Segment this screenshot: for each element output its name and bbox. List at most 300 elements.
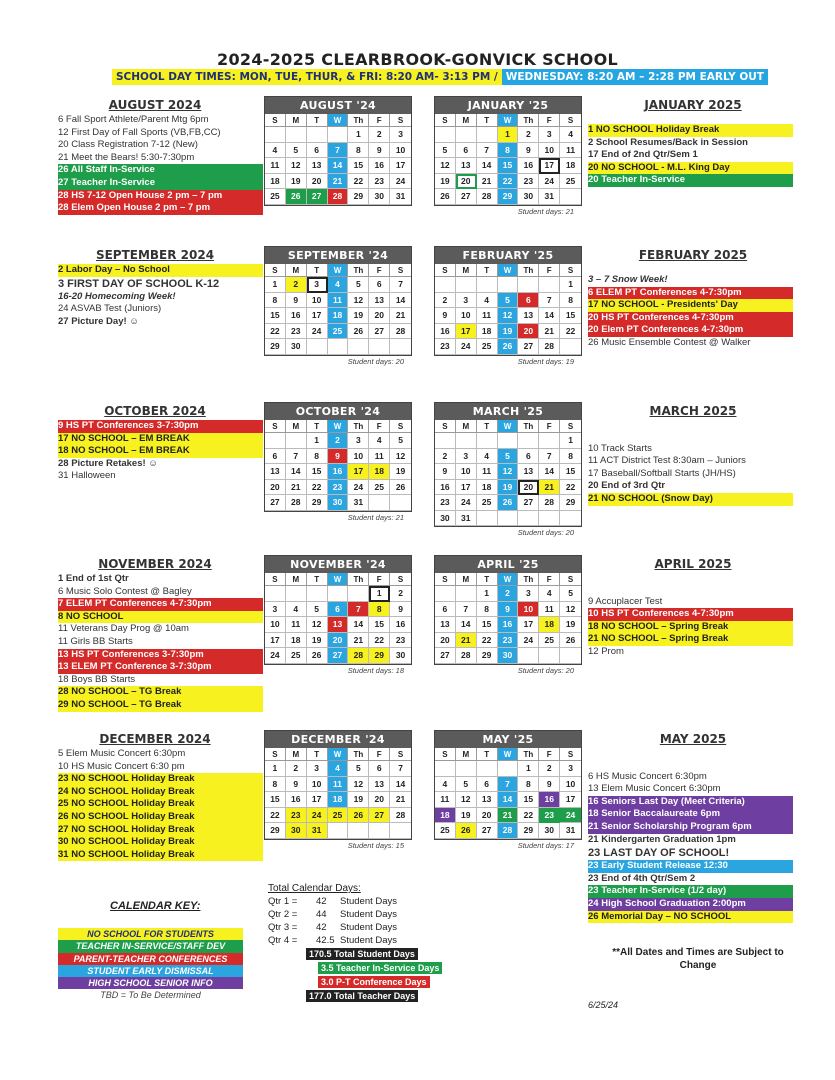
weekday-header: S bbox=[560, 420, 581, 433]
event-item: 20 Elem PT Conferences 4-7:30pm bbox=[588, 324, 793, 337]
calendar-day: 24 bbox=[390, 174, 411, 190]
calendar-day: 17 bbox=[456, 480, 477, 496]
weekday-header: S bbox=[265, 114, 286, 127]
calendar-day: 18 bbox=[539, 617, 560, 633]
totals-row bbox=[268, 934, 397, 947]
calendar-day bbox=[265, 433, 286, 449]
school-day-times bbox=[112, 69, 764, 85]
weekday-header: W bbox=[328, 573, 349, 586]
calendar-day: 23 bbox=[435, 339, 456, 355]
calendar-day bbox=[286, 127, 307, 143]
calendar-day: 13 bbox=[369, 293, 390, 309]
calendar-day: 30 bbox=[286, 339, 307, 355]
event-item: 26 All Staff In-Service bbox=[58, 164, 263, 177]
calendar-day: 15 bbox=[477, 617, 498, 633]
calendar-day: 5 bbox=[307, 602, 328, 618]
calendar-day: 11 bbox=[560, 143, 581, 159]
month-heading-apr: APRIL 2025 bbox=[654, 557, 732, 571]
event-item: 20 Teacher In-Service bbox=[588, 174, 793, 187]
calendar-day: 21 bbox=[348, 633, 369, 649]
calendar-day bbox=[456, 586, 477, 602]
weekday-header: S bbox=[435, 573, 456, 586]
event-item: 28 HS 7-12 Open House 2 pm – 7 pm bbox=[58, 190, 263, 203]
weekday-header: M bbox=[286, 264, 307, 277]
weekday-header: S bbox=[390, 748, 411, 761]
student-days-count: Student days: 20 bbox=[517, 665, 574, 675]
calendar-day: 7 bbox=[328, 143, 349, 159]
school-day-times-regular: SCHOOL DAY TIMES: MON, TUE, THUR, & FRI: 8:20 AM- 3:13 PM / bbox=[112, 69, 502, 85]
weekday-header: Th bbox=[518, 748, 539, 761]
event-item: 10 HS PT Conferences 4-7:30pm bbox=[588, 608, 793, 621]
calendar-day: 25 bbox=[286, 648, 307, 664]
calendar-day: 22 bbox=[518, 808, 539, 824]
calendar-day: 14 bbox=[286, 464, 307, 480]
weekday-header: S bbox=[435, 420, 456, 433]
calendar-day: 21 bbox=[498, 808, 519, 824]
calendar-day bbox=[539, 511, 560, 527]
weekday-header: F bbox=[539, 114, 560, 127]
event-item: 21 Kindergarten Graduation 1pm bbox=[588, 833, 736, 845]
event-item: 26 Memorial Day – NO SCHOOL bbox=[588, 911, 793, 924]
event-item: 1 NO SCHOOL Holiday Break bbox=[588, 124, 793, 137]
calendar-title: JANUARY '25 bbox=[435, 97, 581, 114]
calendar-day: 31 bbox=[348, 495, 369, 511]
calendar-day: 4 bbox=[477, 449, 498, 465]
weekday-header: T bbox=[477, 114, 498, 127]
calendar-day: 24 bbox=[456, 339, 477, 355]
event-item: 18 Senior Baccalaureate 6pm bbox=[588, 808, 793, 821]
calendar-day: 9 bbox=[518, 143, 539, 159]
calendar-day bbox=[390, 495, 411, 511]
calendar-day: 12 bbox=[307, 617, 328, 633]
event-item: 8 NO SCHOOL bbox=[58, 611, 263, 624]
calendar-key-title: CALENDAR KEY: bbox=[110, 900, 201, 912]
calendar-day: 12 bbox=[435, 158, 456, 174]
calendar-day: 5 bbox=[348, 277, 369, 293]
calendar-day: 26 bbox=[435, 189, 456, 205]
event-list-apr bbox=[588, 583, 793, 659]
weekday-header: M bbox=[456, 420, 477, 433]
event-item: 21 NO SCHOOL (Snow Day) bbox=[588, 493, 793, 506]
event-item: 9 HS PT Conferences 3-7:30pm bbox=[58, 420, 263, 433]
calendar-day bbox=[518, 648, 539, 664]
calendar-day: 17 bbox=[539, 158, 560, 174]
event-item: 12 First Day of Fall Sports (VB,FB,CC) bbox=[58, 126, 221, 138]
calendar-day: 13 bbox=[477, 792, 498, 808]
event-item: 7 ELEM PT Conferences 4-7:30pm bbox=[58, 598, 263, 611]
event-item: 13 Elem Music Concert 6:30pm bbox=[588, 783, 721, 795]
calendar-day: 26 bbox=[286, 189, 307, 205]
weekday-header: S bbox=[390, 264, 411, 277]
event-item: 20 End of 3rd Qtr bbox=[588, 480, 666, 492]
event-item: 21 Senior Scholarship Program 6pm bbox=[588, 821, 793, 834]
weekday-header: W bbox=[498, 748, 519, 761]
calendar-title: APRIL '25 bbox=[435, 556, 581, 573]
calendar-day: 27 bbox=[435, 648, 456, 664]
calendar-day: 6 bbox=[307, 143, 328, 159]
calendar-day: 28 bbox=[498, 823, 519, 839]
calendar-day: 7 bbox=[348, 602, 369, 618]
weekday-header: S bbox=[435, 748, 456, 761]
event-item: 10 Track Starts bbox=[588, 442, 652, 454]
calendar-day bbox=[348, 586, 369, 602]
calendar-day: 17 bbox=[518, 617, 539, 633]
calendar-day: 18 bbox=[477, 324, 498, 340]
key-no-school: NO SCHOOL FOR STUDENTS bbox=[58, 928, 243, 940]
calendar-day bbox=[477, 433, 498, 449]
calendar-day: 31 bbox=[390, 189, 411, 205]
weekday-header: W bbox=[328, 264, 349, 277]
calendar-day: 3 bbox=[560, 761, 581, 777]
calendar-day: 8 bbox=[265, 777, 286, 793]
pt-conference-days: 3.0 P-T Conference Days bbox=[318, 976, 430, 988]
calendar-day: 8 bbox=[369, 602, 390, 618]
student-days-count: Student days: 19 bbox=[517, 356, 574, 366]
calendar-day: 3 bbox=[539, 127, 560, 143]
event-item: 16 Seniors Last Day (Meet Criteria) bbox=[588, 796, 793, 809]
subject-to-change-note: **All Dates and Times are Subject to Change bbox=[612, 947, 784, 971]
event-list-nov bbox=[58, 573, 263, 712]
calendar-day: 12 bbox=[498, 464, 519, 480]
weekday-header: W bbox=[328, 114, 349, 127]
weekday-header: T bbox=[477, 573, 498, 586]
calendar-day: 19 bbox=[498, 324, 519, 340]
calendar-day: 9 bbox=[369, 143, 390, 159]
calendar-day: 15 bbox=[518, 792, 539, 808]
total-teacher-days: 177.0 Total Teacher Days bbox=[306, 990, 418, 1002]
calendar-day bbox=[369, 823, 390, 839]
calendar-day: 5 bbox=[286, 143, 307, 159]
calendar-day: 25 bbox=[539, 633, 560, 649]
calendar-day: 23 bbox=[286, 324, 307, 340]
event-item: 6 Music Solo Contest @ Bagley bbox=[58, 585, 192, 597]
calendar-day bbox=[307, 127, 328, 143]
calendar-day: 9 bbox=[435, 464, 456, 480]
calendar-day: 10 bbox=[265, 617, 286, 633]
event-item: 13 ELEM PT Conference 3-7:30pm bbox=[58, 661, 263, 674]
calendar-day: 2 bbox=[369, 127, 390, 143]
calendar-day bbox=[286, 433, 307, 449]
event-item: 20 Class Registration 7-12 (New) bbox=[58, 139, 198, 151]
calendar-day: 30 bbox=[498, 648, 519, 664]
event-item: 6 HS Music Concert 6:30pm bbox=[588, 770, 707, 782]
weekday-header: S bbox=[435, 114, 456, 127]
calendar-day: 2 bbox=[390, 586, 411, 602]
event-item: 6 Fall Sport Athlete/Parent Mtg 6pm bbox=[58, 114, 209, 125]
calendar-day: 28 bbox=[286, 495, 307, 511]
calendar-day bbox=[456, 277, 477, 293]
event-list-mar bbox=[588, 430, 793, 506]
calendar-day: 1 bbox=[307, 433, 328, 449]
mini-calendar-aug bbox=[264, 96, 412, 206]
weekday-header: Th bbox=[518, 114, 539, 127]
calendar-day: 23 bbox=[539, 808, 560, 824]
calendar-day: 3 bbox=[348, 433, 369, 449]
calendar-day: 18 bbox=[477, 480, 498, 496]
calendar-day: 7 bbox=[390, 277, 411, 293]
calendar-day bbox=[456, 761, 477, 777]
mini-calendar-feb bbox=[434, 246, 582, 356]
calendar-day: 20 bbox=[456, 174, 477, 190]
key-pt-conferences: PARENT-TEACHER CONFERENCES bbox=[58, 953, 243, 965]
calendar-day: 22 bbox=[348, 174, 369, 190]
calendar-day: 30 bbox=[518, 189, 539, 205]
calendar-day bbox=[518, 511, 539, 527]
month-heading-nov: NOVEMBER 2024 bbox=[98, 557, 212, 571]
calendar-day: 26 bbox=[498, 339, 519, 355]
quarter-unit: Student Days bbox=[340, 935, 398, 946]
weekday-header: M bbox=[456, 114, 477, 127]
calendar-day: 16 bbox=[286, 792, 307, 808]
calendar-day: 6 bbox=[518, 293, 539, 309]
calendar-day: 4 bbox=[369, 433, 390, 449]
weekday-header: M bbox=[456, 573, 477, 586]
calendar-day: 25 bbox=[369, 480, 390, 496]
calendar-day: 27 bbox=[265, 495, 286, 511]
calendar-day: 4 bbox=[560, 127, 581, 143]
calendar-day: 16 bbox=[435, 480, 456, 496]
calendar-day: 14 bbox=[456, 617, 477, 633]
event-item bbox=[588, 430, 793, 443]
calendar-day: 29 bbox=[560, 495, 581, 511]
calendar-day: 1 bbox=[477, 586, 498, 602]
calendar-day bbox=[390, 823, 411, 839]
event-item: 27 Picture Day! ☺ bbox=[58, 315, 139, 327]
event-item: 20 NO SCHOOL - M.L. King Day bbox=[588, 162, 793, 175]
calendar-day: 9 bbox=[539, 777, 560, 793]
totals-row bbox=[268, 908, 397, 921]
calendar-day: 15 bbox=[348, 158, 369, 174]
mini-calendar-apr bbox=[434, 555, 582, 665]
event-list-may bbox=[588, 758, 793, 923]
calendar-day: 25 bbox=[328, 808, 349, 824]
calendar-day bbox=[265, 586, 286, 602]
calendar-day: 7 bbox=[477, 143, 498, 159]
calendar-day: 30 bbox=[390, 648, 411, 664]
calendar-day: 10 bbox=[539, 143, 560, 159]
calendar-day: 22 bbox=[560, 480, 581, 496]
calendar-day bbox=[518, 277, 539, 293]
calendar-day: 3 bbox=[307, 277, 328, 293]
calendar-day: 21 bbox=[328, 174, 349, 190]
event-item: 11 Veterans Day Prog @ 10am bbox=[58, 623, 189, 635]
calendar-day: 16 bbox=[328, 464, 349, 480]
calendar-day: 22 bbox=[498, 174, 519, 190]
calendar-day: 2 bbox=[518, 127, 539, 143]
calendar-day: 15 bbox=[498, 158, 519, 174]
calendar-day: 2 bbox=[539, 761, 560, 777]
calendar-day: 17 bbox=[456, 324, 477, 340]
weekday-header: S bbox=[390, 114, 411, 127]
calendar-day: 4 bbox=[328, 277, 349, 293]
calendar-day: 22 bbox=[369, 633, 390, 649]
quarter-label: Qtr 2 = bbox=[268, 909, 298, 920]
calendar-day: 8 bbox=[560, 293, 581, 309]
calendar-day bbox=[477, 127, 498, 143]
calendar-day: 4 bbox=[477, 293, 498, 309]
revision-date: 6/25/24 bbox=[588, 1000, 619, 1010]
calendar-day bbox=[348, 823, 369, 839]
calendar-day: 17 bbox=[307, 792, 328, 808]
calendar-day: 24 bbox=[265, 648, 286, 664]
calendar-day: 21 bbox=[286, 480, 307, 496]
month-heading-may: MAY 2025 bbox=[659, 732, 727, 746]
weekday-header: S bbox=[390, 573, 411, 586]
month-heading-sep: SEPTEMBER 2024 bbox=[95, 248, 215, 262]
event-item: 21 NO SCHOOL – Spring Break bbox=[588, 633, 793, 646]
weekday-header: Th bbox=[518, 573, 539, 586]
calendar-day: 11 bbox=[369, 449, 390, 465]
mini-calendar-may bbox=[434, 730, 582, 840]
calendar-day: 29 bbox=[498, 189, 519, 205]
calendar-day: 27 bbox=[518, 495, 539, 511]
calendar-day: 18 bbox=[560, 158, 581, 174]
calendar-title: AUGUST '24 bbox=[265, 97, 411, 114]
calendar-day: 24 bbox=[456, 495, 477, 511]
event-item: 28 Elem Open House 2 pm – 7 pm bbox=[58, 202, 263, 215]
calendar-day: 20 bbox=[477, 808, 498, 824]
calendar-day: 27 bbox=[477, 823, 498, 839]
calendar-day: 4 bbox=[539, 586, 560, 602]
event-list-oct bbox=[58, 420, 263, 483]
calendar-day: 7 bbox=[286, 449, 307, 465]
event-item: 2 School Resumes/Back in Session bbox=[588, 136, 748, 148]
calendar-day: 22 bbox=[477, 633, 498, 649]
month-heading-mar: MARCH 2025 bbox=[649, 404, 737, 418]
totals-row bbox=[268, 921, 397, 934]
event-item: 23 Teacher In-Service (1/2 day) bbox=[588, 885, 793, 898]
calendar-day: 10 bbox=[307, 293, 328, 309]
event-item: 17 End of 2nd Qtr/Sem 1 bbox=[588, 149, 698, 161]
calendar-day: 18 bbox=[369, 464, 390, 480]
calendar-day: 1 bbox=[265, 277, 286, 293]
calendar-day bbox=[435, 761, 456, 777]
event-item: 18 NO SCHOOL – EM BREAK bbox=[58, 445, 263, 458]
calendar-day: 9 bbox=[435, 308, 456, 324]
mini-calendar-sep bbox=[264, 246, 412, 356]
calendar-day: 13 bbox=[518, 464, 539, 480]
calendar-day bbox=[435, 277, 456, 293]
calendar-day: 25 bbox=[265, 189, 286, 205]
calendar-day: 11 bbox=[435, 792, 456, 808]
calendar-day: 15 bbox=[265, 792, 286, 808]
calendar-day: 20 bbox=[265, 480, 286, 496]
calendar-day bbox=[498, 277, 519, 293]
weekday-header: Th bbox=[348, 264, 369, 277]
calendar-day: 4 bbox=[435, 777, 456, 793]
calendar-day: 6 bbox=[369, 277, 390, 293]
calendar-day: 26 bbox=[456, 823, 477, 839]
calendar-day: 23 bbox=[518, 174, 539, 190]
calendar-day: 15 bbox=[307, 464, 328, 480]
calendar-day: 18 bbox=[435, 808, 456, 824]
calendar-day bbox=[348, 339, 369, 355]
calendar-day: 12 bbox=[390, 449, 411, 465]
calendar-day bbox=[560, 511, 581, 527]
calendar-day: 13 bbox=[435, 617, 456, 633]
event-item: 11 Girls BB Starts bbox=[58, 635, 133, 647]
weekday-header: F bbox=[369, 264, 390, 277]
event-item: 23 LAST DAY OF SCHOOL! bbox=[588, 847, 730, 860]
calendar-day: 19 bbox=[390, 464, 411, 480]
calendar-day: 13 bbox=[369, 777, 390, 793]
event-item: 17 Baseball/Softball Starts (JH/HS) bbox=[588, 467, 736, 479]
event-item: 16-20 Homecoming Week! bbox=[58, 290, 176, 302]
calendar-day: 8 bbox=[307, 449, 328, 465]
calendar-day: 23 bbox=[390, 633, 411, 649]
calendar-day: 28 bbox=[477, 189, 498, 205]
weekday-header: M bbox=[286, 573, 307, 586]
calendar-day: 14 bbox=[539, 464, 560, 480]
calendar-day: 15 bbox=[369, 617, 390, 633]
calendar-day: 3 bbox=[518, 586, 539, 602]
weekday-header: S bbox=[265, 573, 286, 586]
calendar-day: 29 bbox=[369, 648, 390, 664]
calendar-day: 25 bbox=[477, 495, 498, 511]
calendar-day: 8 bbox=[518, 777, 539, 793]
event-list-dec bbox=[58, 748, 263, 861]
calendar-day bbox=[456, 127, 477, 143]
event-item bbox=[588, 583, 793, 596]
calendar-day: 28 bbox=[539, 495, 560, 511]
calendar-day: 12 bbox=[348, 293, 369, 309]
calendar-day: 16 bbox=[539, 792, 560, 808]
calendar-day: 3 bbox=[390, 127, 411, 143]
calendar-day: 8 bbox=[477, 602, 498, 618]
calendar-day: 8 bbox=[498, 143, 519, 159]
event-item: 18 Boys BB Starts bbox=[58, 673, 136, 685]
calendar-day: 20 bbox=[518, 324, 539, 340]
month-heading-dec: DECEMBER 2024 bbox=[99, 732, 211, 746]
calendar-day: 1 bbox=[265, 761, 286, 777]
quarter-value: 42.5 bbox=[316, 935, 335, 946]
calendar-day: 4 bbox=[265, 143, 286, 159]
calendar-day bbox=[265, 127, 286, 143]
calendar-day bbox=[456, 433, 477, 449]
calendar-day: 8 bbox=[560, 449, 581, 465]
calendar-day bbox=[498, 433, 519, 449]
calendar-day: 14 bbox=[328, 158, 349, 174]
calendar-day: 10 bbox=[348, 449, 369, 465]
calendar-day: 27 bbox=[328, 648, 349, 664]
calendar-day: 14 bbox=[390, 293, 411, 309]
event-item: 2 Labor Day – No School bbox=[58, 264, 263, 277]
calendar-day: 20 bbox=[435, 633, 456, 649]
calendar-day bbox=[477, 761, 498, 777]
weekday-header: Th bbox=[348, 420, 369, 433]
month-heading-aug: AUGUST 2024 bbox=[108, 98, 202, 112]
calendar-day bbox=[477, 511, 498, 527]
totals-row bbox=[268, 895, 397, 908]
calendar-day: 22 bbox=[265, 808, 286, 824]
calendar-day: 28 bbox=[390, 324, 411, 340]
event-item: 20 HS PT Conferences 4-7:30pm bbox=[588, 312, 793, 325]
total-student-days: 170.5 Total Student Days bbox=[306, 948, 418, 960]
calendar-day: 16 bbox=[518, 158, 539, 174]
calendar-day: 1 bbox=[560, 277, 581, 293]
event-item: 6 ELEM PT Conferences 4-7:30pm bbox=[588, 287, 793, 300]
weekday-header: M bbox=[456, 748, 477, 761]
event-item: 30 NO SCHOOL Holiday Break bbox=[58, 836, 263, 849]
calendar-day: 9 bbox=[286, 293, 307, 309]
quarter-label: Qtr 1 = bbox=[268, 896, 298, 907]
event-item: 3 FIRST DAY OF SCHOOL K-12 bbox=[58, 277, 220, 290]
calendar-day: 7 bbox=[456, 602, 477, 618]
weekday-header: W bbox=[498, 264, 519, 277]
month-heading-oct: OCTOBER 2024 bbox=[104, 404, 206, 418]
calendar-day: 29 bbox=[348, 189, 369, 205]
event-item: 26 Music Ensemble Contest @ Walker bbox=[588, 336, 751, 348]
